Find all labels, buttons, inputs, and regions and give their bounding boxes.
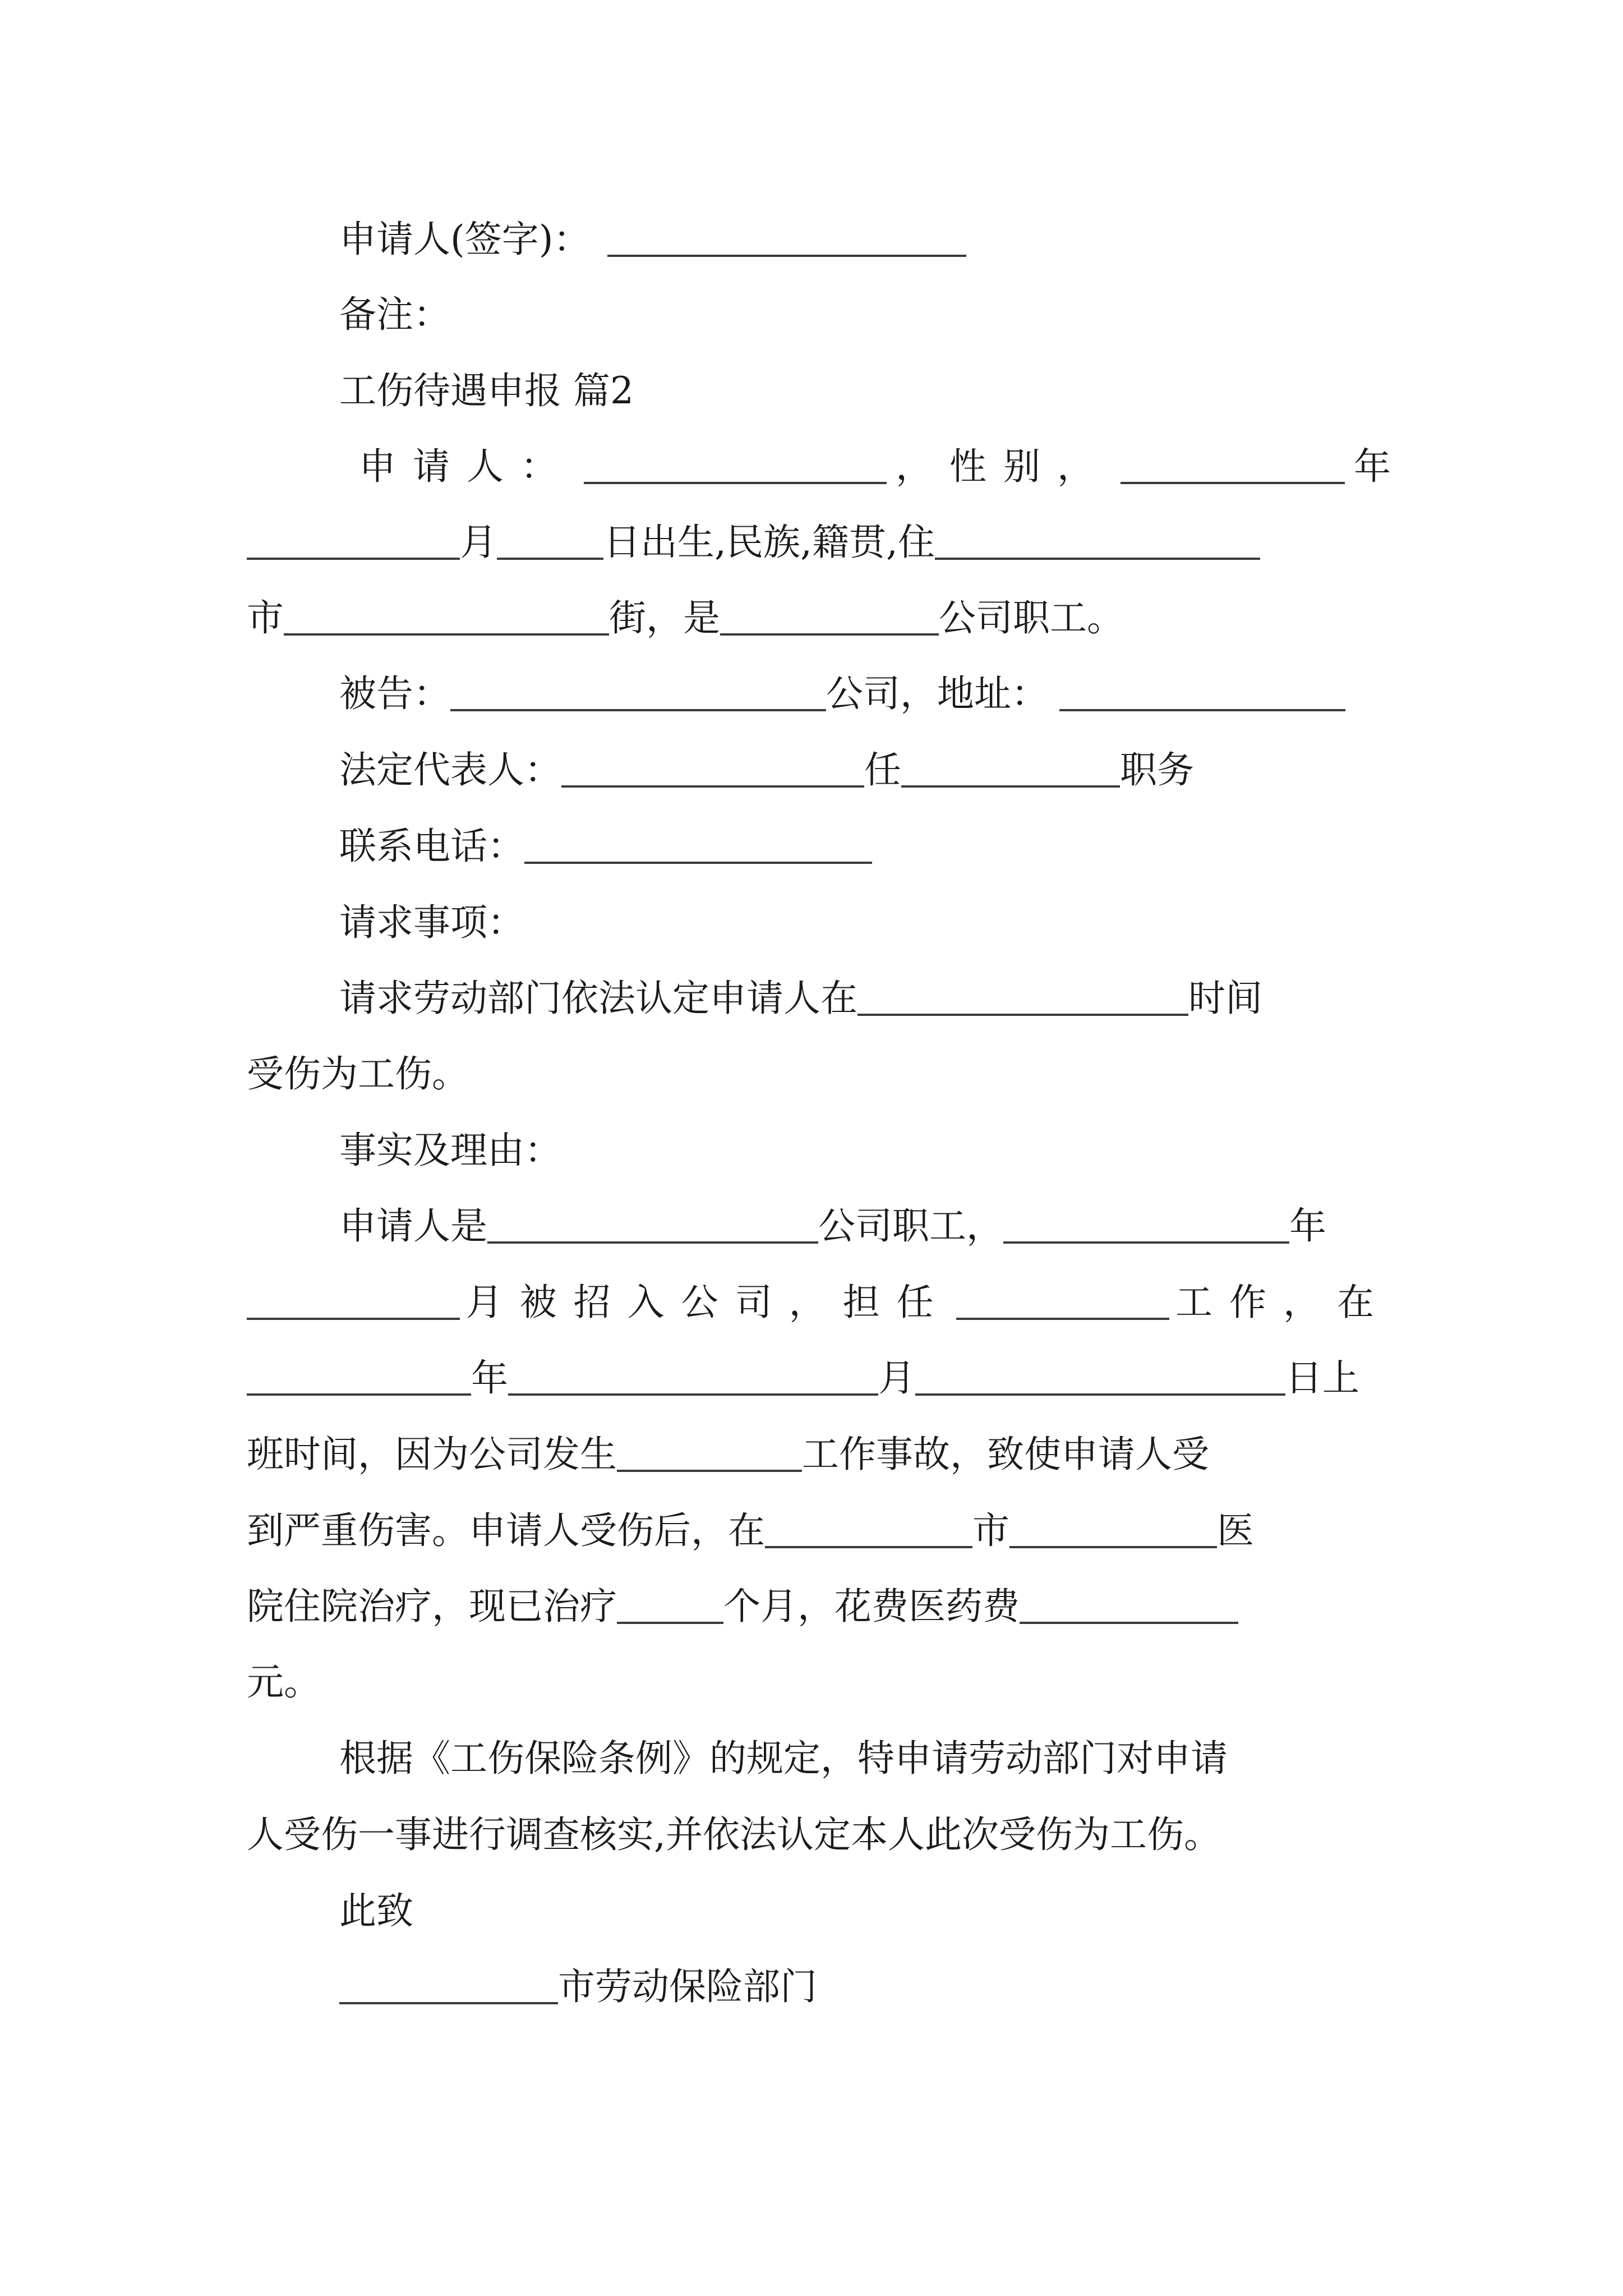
closing-line — [339, 1868, 413, 1930]
text: 公司职工， — [818, 1204, 1003, 1248]
blank-field[interactable] — [524, 862, 872, 864]
text: 院住院治疗，现已治疗 — [247, 1585, 617, 1628]
text: 申请人(签字)： — [339, 218, 591, 261]
text: 根据《工伤保险条例》的规定，特申请劳动部门对申请 — [339, 1737, 1228, 1780]
blank-field[interactable] — [901, 785, 1120, 788]
blank-field[interactable] — [284, 633, 609, 636]
facts-line — [247, 1563, 1238, 1628]
text: 月被招入公司，担任 — [465, 1281, 951, 1324]
text: 街，是 — [609, 596, 720, 639]
blank-field[interactable] — [607, 255, 966, 257]
blank-field[interactable] — [720, 633, 939, 636]
text: 工作事故，致使申请人受 — [802, 1433, 1209, 1476]
text: 请求劳动部门依法认定申请人在 — [339, 977, 857, 1020]
blank-field[interactable] — [935, 558, 1260, 560]
applicant-signature-line — [339, 196, 966, 261]
basis-line-cont — [247, 1792, 1221, 1856]
applicant-line — [359, 424, 1391, 488]
request-line-cont — [247, 1031, 469, 1096]
remarks-line — [339, 272, 450, 336]
text: 元。 — [247, 1660, 321, 1704]
blank-field[interactable] — [561, 785, 864, 788]
defendant-line — [339, 651, 1345, 715]
request-line — [339, 955, 1262, 1020]
facts-line — [247, 1259, 1391, 1324]
blank-field[interactable] — [584, 482, 887, 484]
text: 月 — [878, 1356, 915, 1400]
blank-field[interactable] — [487, 1241, 818, 1244]
facts-line — [247, 1488, 1254, 1552]
basis-line — [339, 1715, 1228, 1780]
text: 人受伤一事进行调查核实,并依法认定本人此次受伤为工伤。 — [247, 1813, 1221, 1856]
text: 市劳动保险部门 — [558, 1965, 817, 2008]
blank-field[interactable] — [1059, 709, 1345, 711]
facts-line — [339, 1183, 1326, 1248]
recipient-line — [339, 1944, 817, 2008]
blank-field[interactable] — [450, 709, 826, 711]
text: 任 — [864, 748, 901, 792]
facts-heading — [339, 1107, 561, 1172]
section-heading — [339, 348, 634, 412]
blank-field[interactable] — [1009, 1546, 1217, 1548]
blank-field[interactable] — [1003, 1241, 1289, 1244]
blank-field[interactable] — [617, 1622, 723, 1624]
blank-field[interactable] — [956, 1318, 1169, 1320]
blank-field[interactable] — [508, 1393, 878, 1396]
text: 年 — [471, 1356, 508, 1400]
text: 日出生,民族,籍贯,住 — [603, 521, 935, 564]
blank-field[interactable] — [765, 1546, 972, 1548]
text: 工作，在 — [1175, 1281, 1391, 1324]
blank-field[interactable] — [915, 1393, 1285, 1396]
blank-field[interactable] — [497, 558, 603, 560]
text: 市 — [247, 596, 284, 639]
text: 备注： — [339, 293, 450, 336]
text: 医 — [1217, 1509, 1254, 1552]
blank-field[interactable] — [247, 1318, 460, 1320]
text: 时间 — [1188, 977, 1262, 1020]
text: 个月，花费医药费 — [723, 1585, 1020, 1628]
phone-line — [339, 803, 872, 868]
blank-field[interactable] — [1121, 482, 1345, 484]
blank-field[interactable] — [857, 1014, 1188, 1016]
text: 班时间，因为公司发生 — [247, 1433, 617, 1476]
text: 市 — [972, 1509, 1009, 1552]
text: 此致 — [339, 1889, 413, 1932]
text: 公司，地址： — [826, 672, 1048, 715]
blank-field[interactable] — [339, 2002, 558, 2004]
text: 日上 — [1285, 1356, 1359, 1400]
text: 被告： — [339, 672, 450, 715]
text: 年 — [1354, 445, 1391, 488]
text: 受伤为工伤。 — [247, 1052, 469, 1096]
text: 申请人： — [359, 445, 574, 488]
text: 请求事项： — [339, 901, 524, 944]
text: 事实及理由： — [339, 1129, 561, 1172]
text: 联系电话： — [339, 825, 524, 868]
text: ，性别， — [896, 445, 1111, 488]
text: 到严重伤害。申请人受伤后，在 — [247, 1509, 765, 1552]
text: 申请人是 — [339, 1204, 487, 1248]
text: 职务 — [1120, 748, 1194, 792]
section-title: 工伤待遇申报 篇2 — [339, 369, 634, 412]
blank-field[interactable] — [247, 558, 460, 560]
birth-line — [247, 499, 1260, 564]
facts-line — [247, 1335, 1359, 1400]
blank-field[interactable] — [1020, 1622, 1238, 1624]
legal-rep-line — [339, 727, 1194, 792]
text: 年 — [1289, 1204, 1326, 1248]
text: 月 — [460, 521, 497, 564]
text: 公司职工。 — [939, 596, 1124, 639]
blank-field[interactable] — [617, 1470, 802, 1472]
text: 法定代表人： — [339, 748, 561, 792]
request-heading — [339, 880, 524, 944]
facts-line — [247, 1639, 321, 1704]
blank-field[interactable] — [247, 1393, 471, 1396]
facts-line — [247, 1411, 1209, 1476]
address-line — [247, 575, 1124, 637]
